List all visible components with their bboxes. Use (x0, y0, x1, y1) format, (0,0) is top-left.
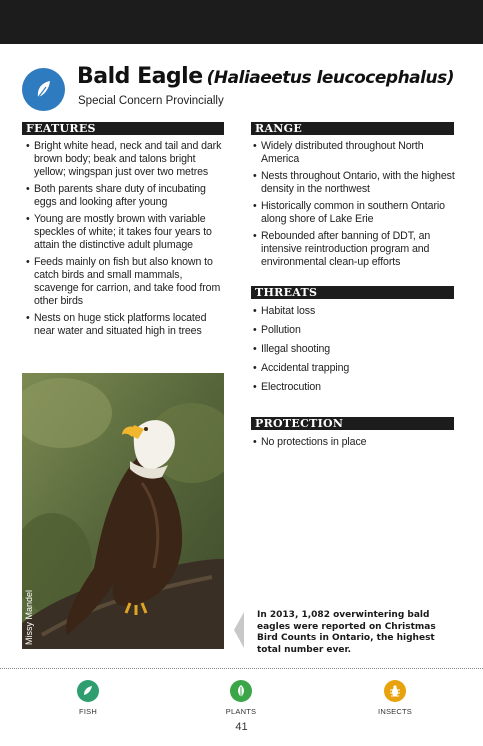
threats-heading: THREATS (251, 286, 454, 299)
list-item: • Illegal shooting (253, 343, 453, 356)
fact-callout: In 2013, 1,082 overwintering bald eagles were reported on Christmas Bird Counts in Ontario, the highest total number ever. (257, 610, 436, 655)
list-item: • Both parents share duty of incubating eggs and looking after young (26, 183, 226, 209)
bug-icon (384, 680, 406, 702)
protection-heading: PROTECTION (251, 417, 454, 430)
eagle-illustration (22, 373, 224, 649)
footer-link-insects[interactable] (365, 680, 425, 716)
protection-list (253, 436, 453, 453)
category-badge (22, 68, 65, 111)
common-name: Bald Eagle (77, 64, 203, 89)
list-item: • Widely distributed throughout North America (253, 140, 463, 166)
list-item: • Nests on huge stick platforms located near water and situated high in trees (26, 312, 226, 338)
photo-credit: Missy Mandel (24, 589, 34, 645)
list-item: • Nests throughout Ontario, with the highest density in the northwest (253, 170, 463, 196)
list-item: • Young are mostly brown with variable speckles of white; it takes four years to attain the distinctive adult plumage (26, 213, 226, 252)
list-item: • No protections in place (253, 436, 453, 449)
footer-link-plants[interactable] (211, 680, 271, 716)
footer-label: INSECTS (378, 707, 412, 716)
footer-divider (0, 668, 483, 669)
list-item: • Feeds mainly on fish but also known to catch birds and small mammals, scavenge for carrion, and take food from other birds (26, 256, 226, 308)
features-heading: FEATURES (22, 122, 224, 135)
list-item: • Accidental trapping (253, 362, 453, 375)
page-number: 41 (235, 721, 248, 733)
list-item: • Bright white head, neck and tail and dark brown body; beak and talons bright yellow; wingspan just over two metres (26, 140, 226, 179)
list-item: • Historically common in southern Ontario along shore of Lake Erie (253, 200, 463, 226)
conservation-status: Special Concern Provincially (78, 95, 224, 107)
list-item: • Electrocution (253, 381, 453, 394)
threats-list (253, 305, 453, 400)
fish-icon (77, 680, 99, 702)
range-list (253, 140, 463, 273)
range-heading: RANGE (251, 122, 454, 135)
callout-arrow (234, 612, 244, 648)
page-title (77, 64, 454, 89)
footer-link-fish[interactable] (58, 680, 118, 716)
top-bar (0, 0, 483, 44)
features-list (26, 140, 226, 342)
footer-label: PLANTS (225, 707, 257, 716)
list-item: • Rebounded after banning of DDT, an intensive reintroduction program and environmental clean-up efforts (253, 230, 463, 269)
list-item: • Habitat loss (253, 305, 453, 318)
leaf-icon (230, 680, 252, 702)
scientific-name: (Haliaeetus leucocephalus) (206, 68, 454, 88)
feather-icon (31, 77, 57, 103)
footer-label: FISH (79, 707, 97, 716)
eagle-photo (22, 373, 224, 649)
list-item: • Pollution (253, 324, 453, 337)
